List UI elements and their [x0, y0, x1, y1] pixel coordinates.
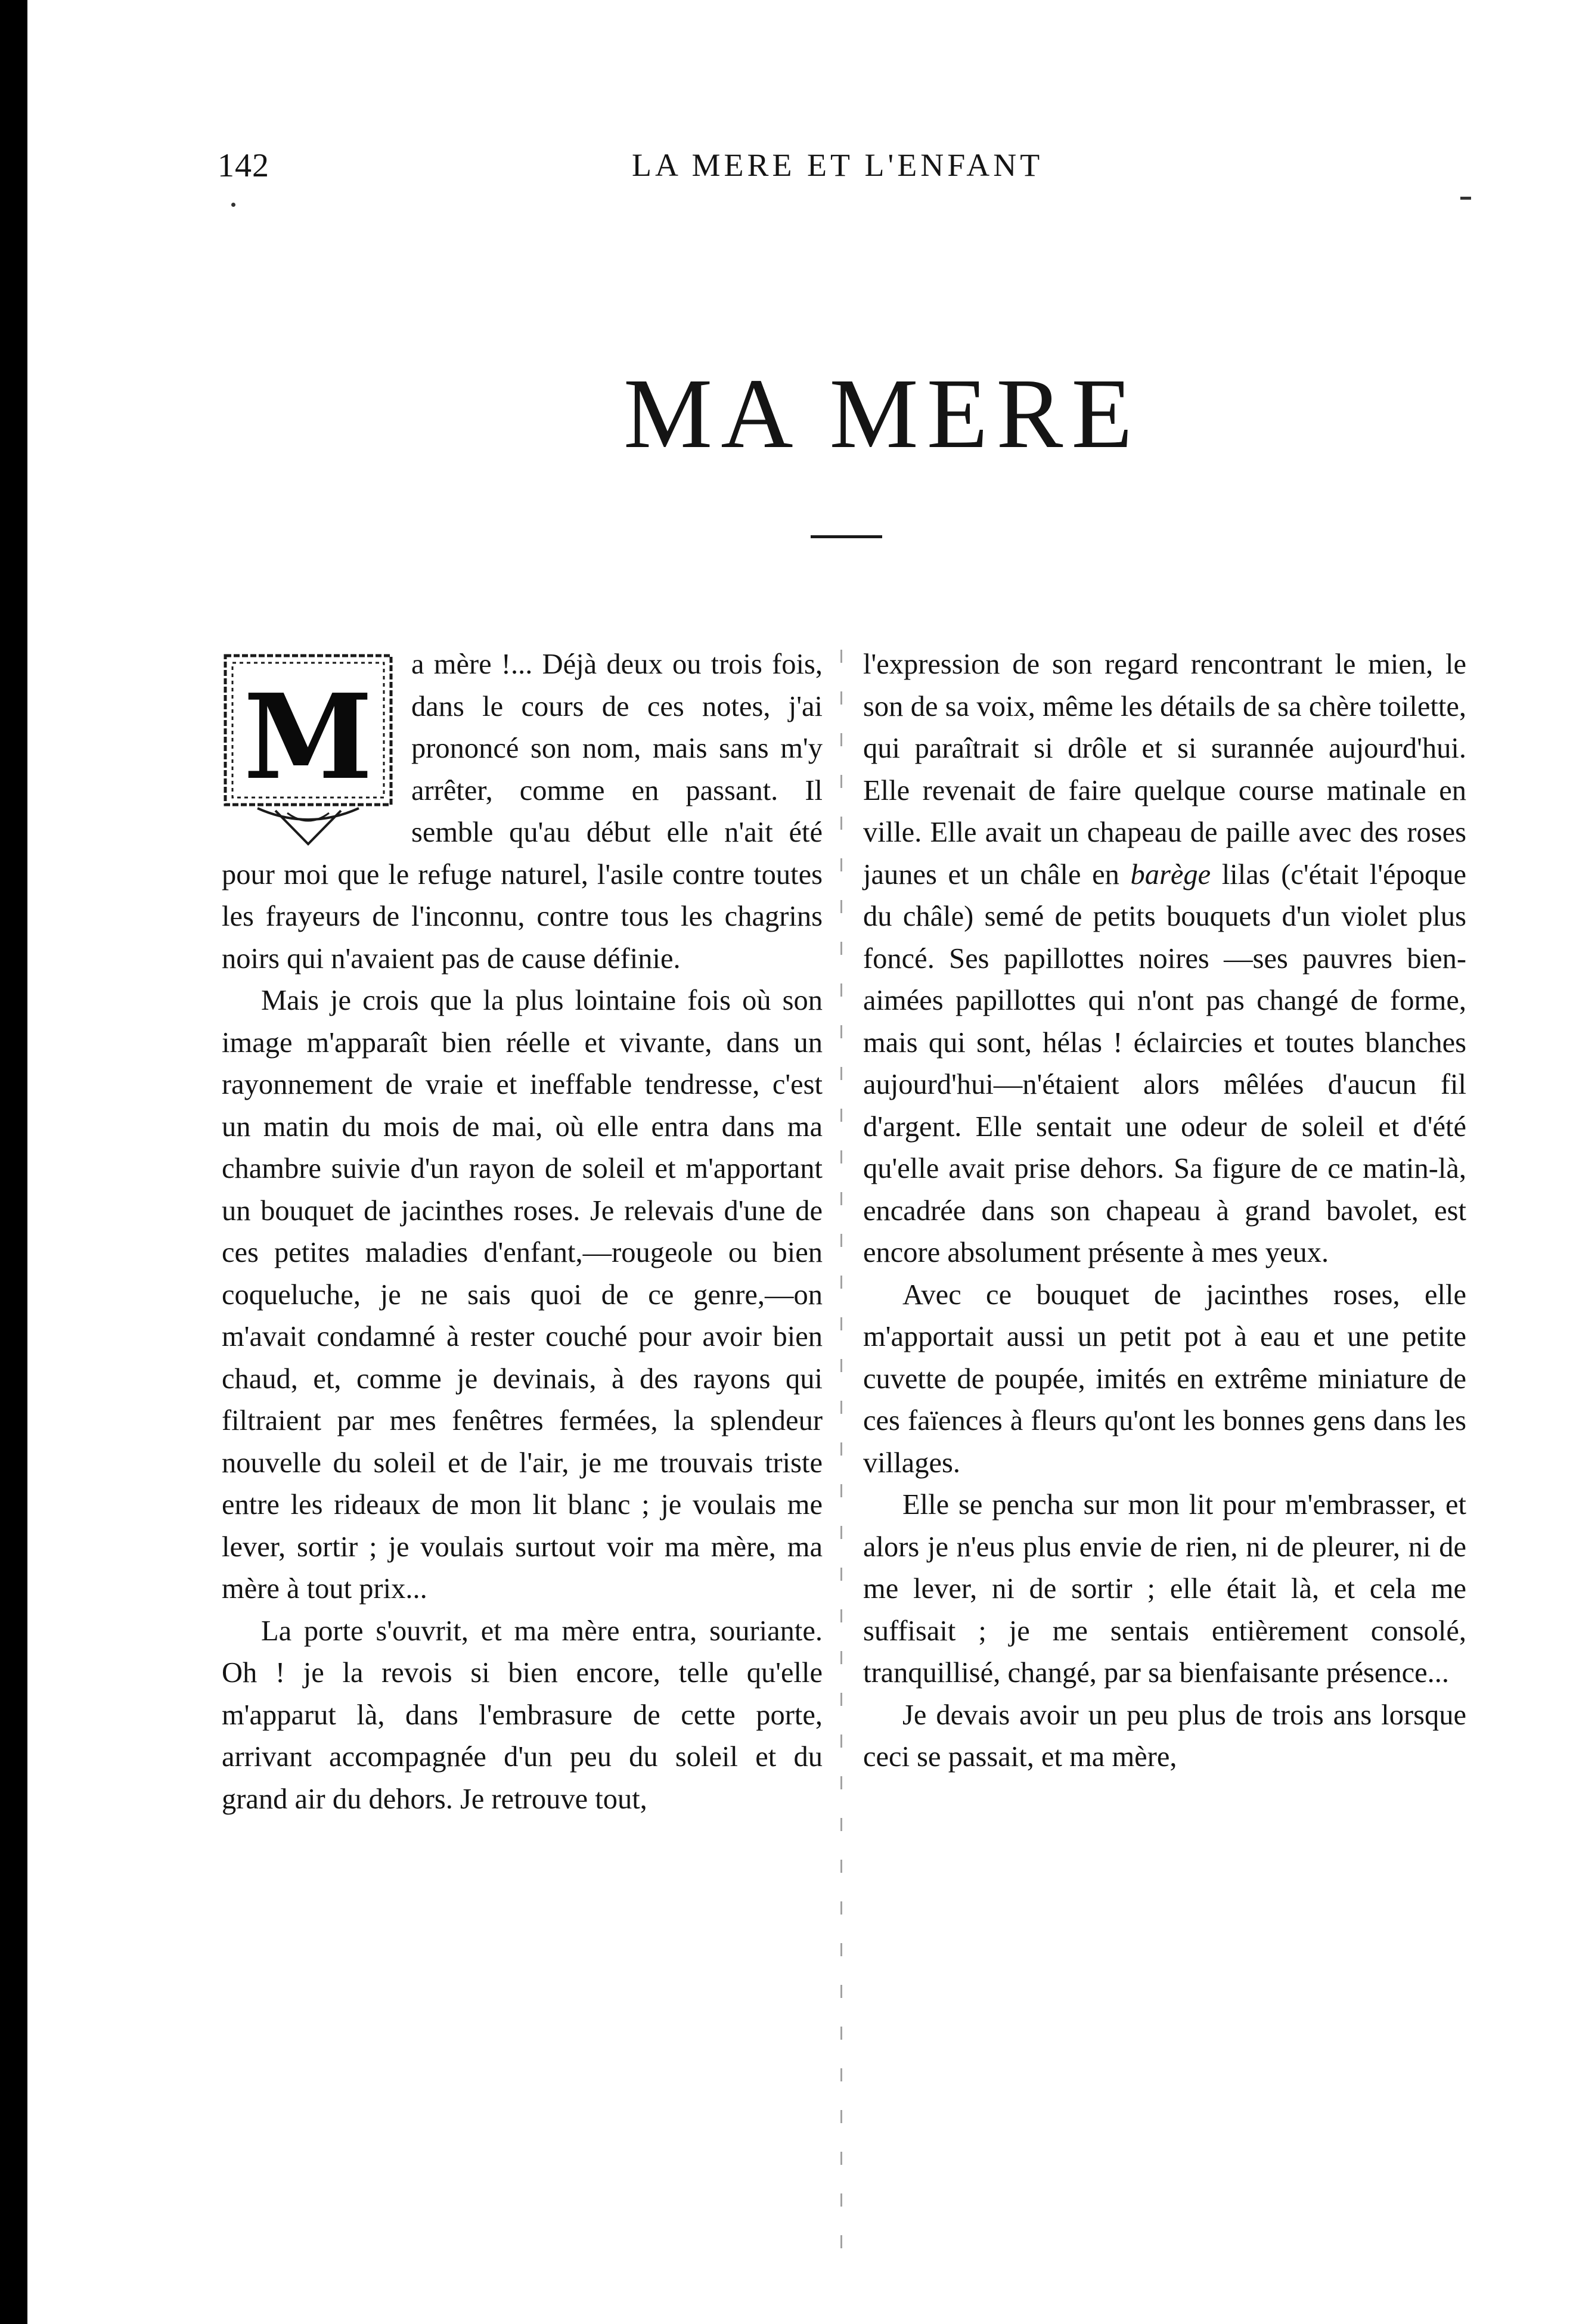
paragraph-continued-text-b: lilas (c'était l'époque du châle) semé de petits bouquets d'un violet plus foncé. Ses papillottes noires —ses pauvres bien-aimées papillottes qui n'ont pas changé de forme, mais qui sont, hélas ! éclaircies et toutes blanches aujourd'hui—n'étaient alors mêlées d'aucun fil d'argent. Elle sentait une odeur de soleil et d'été qu'elle avait prise dehors. Sa figure de ce matin-là, encadrée dans son chapeau à grand bavolet, est encore absolument présente à mes yeux. — [863, 858, 1467, 1268]
paragraph-5: Elle se pencha sur mon lit pour m'embrasser, et alors je n'eus plus envie de rien, ni de pleurer, ni de me lever, ni de sortir ; elle était là, et cela me suffisait ; je me sentais entièrement consolé, tranquillisé, changé, par sa bienfaisante présence... — [863, 1489, 1466, 1689]
paragraph-1-text: a mère !... Déjà deux ou trois fois, dans le cours de ces notes, j'ai prononcé son nom, mais sans m'y arrêter, comme en passant. Il semble qu'au début elle n'ait été pour moi que le refuge naturel, l'asile contre toutes les frayeurs de l'inconnu, contre tous les chagrins noirs qui n'avaient pas de cause définie. — [222, 649, 823, 975]
paragraph-2: Mais je crois que la plus lointaine fois où son image m'apparaît bien réelle et vivante, dans un rayonnement de vraie et ineffable tendresse, c'est un matin du mois de mai, où elle entra dans ma chambre suivie d'un rayon de soleil et m'apportant un bouquet de jacinthes roses. Je relevais d'une de ces petites maladies d'enfant,—rougeole ou bien coqueluche, je ne sais quoi de ce genre,—on m'avait condamné à rester couché pour avoir bien chaud, et, comme je devinais, à des rayons qui filtraient par mes fenêtres fermées, la splendeur nouvelle du soleil et de l'air, je me trouvais triste entre les rideaux de mon lit blanc ; je voulais me lever, sortir ; je voulais surtout voir ma mère, ma mère à tout prix... — [222, 985, 823, 1605]
title-rule — [811, 535, 882, 538]
paragraph-6: Je devais avoir un peu plus de trois ans lorsque ceci se passait, et ma mère, — [863, 1699, 1466, 1773]
column-gutter-mark — [840, 650, 842, 2265]
paragraph-1 — [222, 644, 823, 980]
page-binding-edge — [0, 0, 27, 2324]
print-speck — [231, 203, 235, 207]
chapter-title: MA MERE — [623, 358, 1141, 469]
drop-cap — [222, 652, 395, 849]
right-column — [863, 644, 1466, 1779]
left-column — [222, 644, 823, 1820]
paragraph-continued — [863, 644, 1466, 1274]
paragraph-3: La porte s'ouvrit, et ma mère entra, souriante. Oh ! je la revois si bien encore, telle qu'elle m'apparut là, dans l'embrasure de cette porte, arrivant accompagnée d'un peu du soleil et du grand air du dehors. Je retrouve tout, — [222, 1615, 823, 1815]
paragraph-4: Avec ce bouquet de jacinthes roses, elle m'apportait aussi un petit pot à eau et une petite cuvette de poupée, imités en extrême miniature de ces faïences à fleurs qu'ont les bonnes gens dans les villages. — [863, 1279, 1466, 1479]
running-head: LA MERE ET L'ENFANT — [632, 147, 1044, 183]
print-mark — [1460, 197, 1471, 200]
paragraph-continued-text-a: l'expression de son regard rencontrant le mien, le son de sa voix, même les détails de sa chère toilette, qui paraîtrait si drôle et si surannée aujourd'hui. Elle revenait de faire quelque course matinale en ville. Elle avait un chapeau de paille avec des roses jaunes et un châle en — [863, 649, 1466, 890]
page-number: 142 — [218, 147, 269, 184]
italic-word: barège — [1130, 858, 1211, 890]
drop-cap-letter: M — [243, 669, 373, 806]
